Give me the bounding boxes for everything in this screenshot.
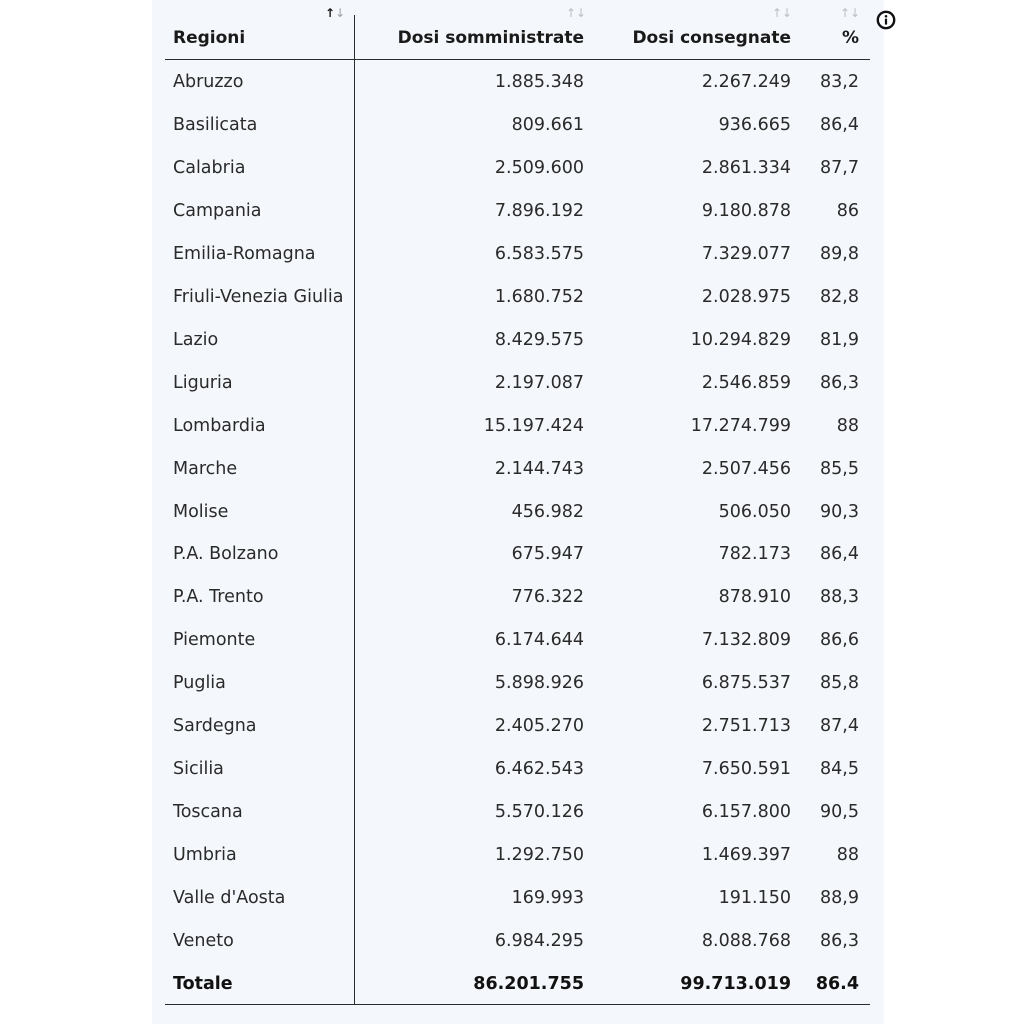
cell-region: Calabria [173, 157, 246, 178]
cell-dosi-consegnate: 2.028.975 [701, 286, 791, 307]
cell-dosi-consegnate: 1.469.397 [701, 845, 791, 866]
cell-percent: 85,8 [820, 673, 859, 694]
sort-percent-button[interactable] [840, 6, 860, 20]
cell-region: Umbria [173, 845, 237, 866]
cell-dosi-somministrate: 8.429.575 [494, 329, 584, 350]
cell-dosi-consegnate: 9.180.878 [701, 200, 791, 221]
cell-region: Sardegna [173, 716, 257, 737]
cell-percent: 84,5 [820, 759, 859, 780]
table-row [165, 490, 870, 533]
sort-down-icon: ↓ [335, 6, 346, 20]
cell-percent: 88 [836, 845, 859, 866]
header-dosi-consegnate[interactable]: Dosi consegnate [632, 28, 791, 48]
sort-regioni-button[interactable] [325, 6, 345, 20]
cell-dosi-consegnate: 936.665 [718, 114, 791, 135]
table-row [165, 275, 870, 318]
cell-dosi-consegnate: 6.875.537 [701, 673, 791, 694]
sort-somministrate-button[interactable] [566, 6, 586, 20]
cell-percent: 85,5 [820, 458, 859, 479]
cell-percent: 86.4 [815, 973, 859, 994]
cell-region: Valle d'Aosta [173, 888, 286, 909]
cell-dosi-somministrate: 2.144.743 [494, 458, 584, 479]
cell-dosi-consegnate: 2.507.456 [701, 458, 791, 479]
cell-dosi-somministrate: 809.661 [511, 114, 584, 135]
cell-dosi-somministrate: 2.197.087 [494, 372, 584, 393]
cell-percent: 87,4 [820, 716, 859, 737]
cell-region: Lazio [173, 329, 219, 350]
table-row [165, 318, 870, 361]
cell-percent: 88,3 [820, 587, 859, 608]
header-dosi-somministrate[interactable]: Dosi somministrate [397, 28, 584, 48]
cell-dosi-somministrate: 776.322 [511, 587, 584, 608]
cell-dosi-consegnate: 191.150 [718, 888, 791, 909]
table-row [165, 618, 870, 661]
cell-region: Campania [173, 200, 262, 221]
cell-percent: 86 [836, 200, 859, 221]
cell-dosi-consegnate: 6.157.800 [701, 802, 791, 823]
cell-dosi-consegnate: 2.751.713 [701, 716, 791, 737]
cell-dosi-somministrate: 1.885.348 [494, 72, 584, 92]
table-row [165, 103, 870, 146]
cell-dosi-somministrate: 6.462.543 [494, 759, 584, 780]
cell-dosi-somministrate: 7.896.192 [494, 200, 584, 221]
table-row [165, 532, 870, 575]
table-row [165, 876, 870, 919]
cell-region: Lombardia [173, 415, 266, 436]
table-row [165, 747, 870, 790]
cell-dosi-consegnate: 2.861.334 [701, 157, 791, 178]
cell-region: Puglia [173, 673, 226, 694]
cell-dosi-somministrate: 456.982 [511, 501, 584, 522]
sort-arrows-icon: ↑↓ [772, 6, 793, 20]
cell-percent: 86,6 [820, 630, 859, 651]
cell-region: Emilia-Romagna [173, 243, 316, 264]
cell-dosi-somministrate: 2.509.600 [494, 157, 584, 178]
cell-percent: 83,2 [820, 72, 859, 92]
cell-region: Basilicata [173, 114, 258, 135]
table-row [165, 189, 870, 232]
table-row [165, 60, 870, 103]
cell-dosi-consegnate: 8.088.768 [701, 931, 791, 951]
cell-dosi-somministrate: 15.197.424 [483, 415, 584, 436]
sort-arrows-icon: ↑↓ [840, 6, 861, 20]
cell-region: Sicilia [173, 759, 224, 780]
cell-dosi-consegnate: 782.173 [718, 544, 791, 565]
table-row [165, 361, 870, 404]
cell-region: Friuli-Venezia Giulia [173, 286, 344, 307]
cell-percent: 89,8 [820, 243, 859, 264]
table-row [165, 575, 870, 618]
cell-percent: 86,3 [820, 372, 859, 393]
cell-dosi-somministrate: 1.292.750 [494, 845, 584, 866]
cell-dosi-consegnate: 7.132.809 [701, 630, 791, 651]
cell-region: Liguria [173, 372, 233, 393]
cell-dosi-consegnate: 878.910 [718, 587, 791, 608]
info-icon[interactable] [876, 10, 896, 30]
cell-percent: 81,9 [820, 329, 859, 350]
cell-dosi-somministrate: 2.405.270 [494, 716, 584, 737]
cell-region: P.A. Trento [173, 587, 264, 608]
table-row [165, 833, 870, 876]
cell-percent: 90,3 [820, 501, 859, 522]
cell-dosi-somministrate: 6.174.644 [494, 630, 584, 651]
cell-region: Abruzzo [173, 72, 244, 92]
header-percent[interactable]: % [841, 28, 859, 48]
cell-dosi-somministrate: 6.984.295 [494, 931, 584, 951]
cell-percent: 86,4 [820, 544, 859, 565]
cell-region: P.A. Bolzano [173, 544, 279, 565]
header-regioni[interactable]: Regioni [173, 28, 246, 48]
cell-dosi-somministrate: 675.947 [511, 544, 584, 565]
cell-dosi-somministrate: 1.680.752 [494, 286, 584, 307]
cell-percent: 86,4 [820, 114, 859, 135]
table-row [165, 661, 870, 704]
table-row [165, 790, 870, 833]
cell-dosi-consegnate: 17.274.799 [690, 415, 791, 436]
cell-region: Totale [173, 973, 233, 994]
table-row [165, 919, 870, 962]
table-row [165, 447, 870, 490]
cell-region: Molise [173, 501, 229, 522]
cell-region: Toscana [173, 802, 243, 823]
cell-percent: 87,7 [820, 157, 859, 178]
cell-percent: 88 [836, 415, 859, 436]
cell-dosi-consegnate: 506.050 [718, 501, 791, 522]
cell-percent: 88,9 [820, 888, 859, 909]
cell-dosi-consegnate: 2.267.249 [701, 72, 791, 92]
cell-dosi-somministrate: 86.201.755 [473, 973, 584, 994]
total-row [165, 962, 870, 1005]
sort-arrows-icon: ↑↓ [566, 6, 587, 20]
cell-dosi-consegnate: 7.329.077 [701, 243, 791, 264]
cell-dosi-somministrate: 169.993 [511, 888, 584, 909]
cell-region: Piemonte [173, 630, 256, 651]
table-row [165, 232, 870, 275]
sort-up-icon: ↑ [325, 6, 336, 20]
cell-dosi-consegnate: 99.713.019 [680, 973, 791, 994]
cell-region: Veneto [173, 931, 234, 951]
cell-dosi-consegnate: 2.546.859 [701, 372, 791, 393]
cell-dosi-somministrate: 5.570.126 [494, 802, 584, 823]
table-row [165, 146, 870, 189]
vaccine-doses-table [165, 0, 870, 1006]
cell-percent: 86,3 [820, 931, 859, 951]
table-row [165, 704, 870, 747]
cell-dosi-somministrate: 6.583.575 [494, 243, 584, 264]
table-header [165, 0, 870, 60]
cell-dosi-consegnate: 7.650.591 [701, 759, 791, 780]
cell-percent: 90,5 [820, 802, 859, 823]
sort-consegnate-button[interactable] [772, 6, 792, 20]
cell-percent: 82,8 [820, 286, 859, 307]
cell-dosi-consegnate: 10.294.829 [690, 329, 791, 350]
cell-region: Marche [173, 458, 238, 479]
table-row [165, 404, 870, 447]
table-bottom-rule [165, 1004, 870, 1005]
cell-dosi-somministrate: 5.898.926 [494, 673, 584, 694]
